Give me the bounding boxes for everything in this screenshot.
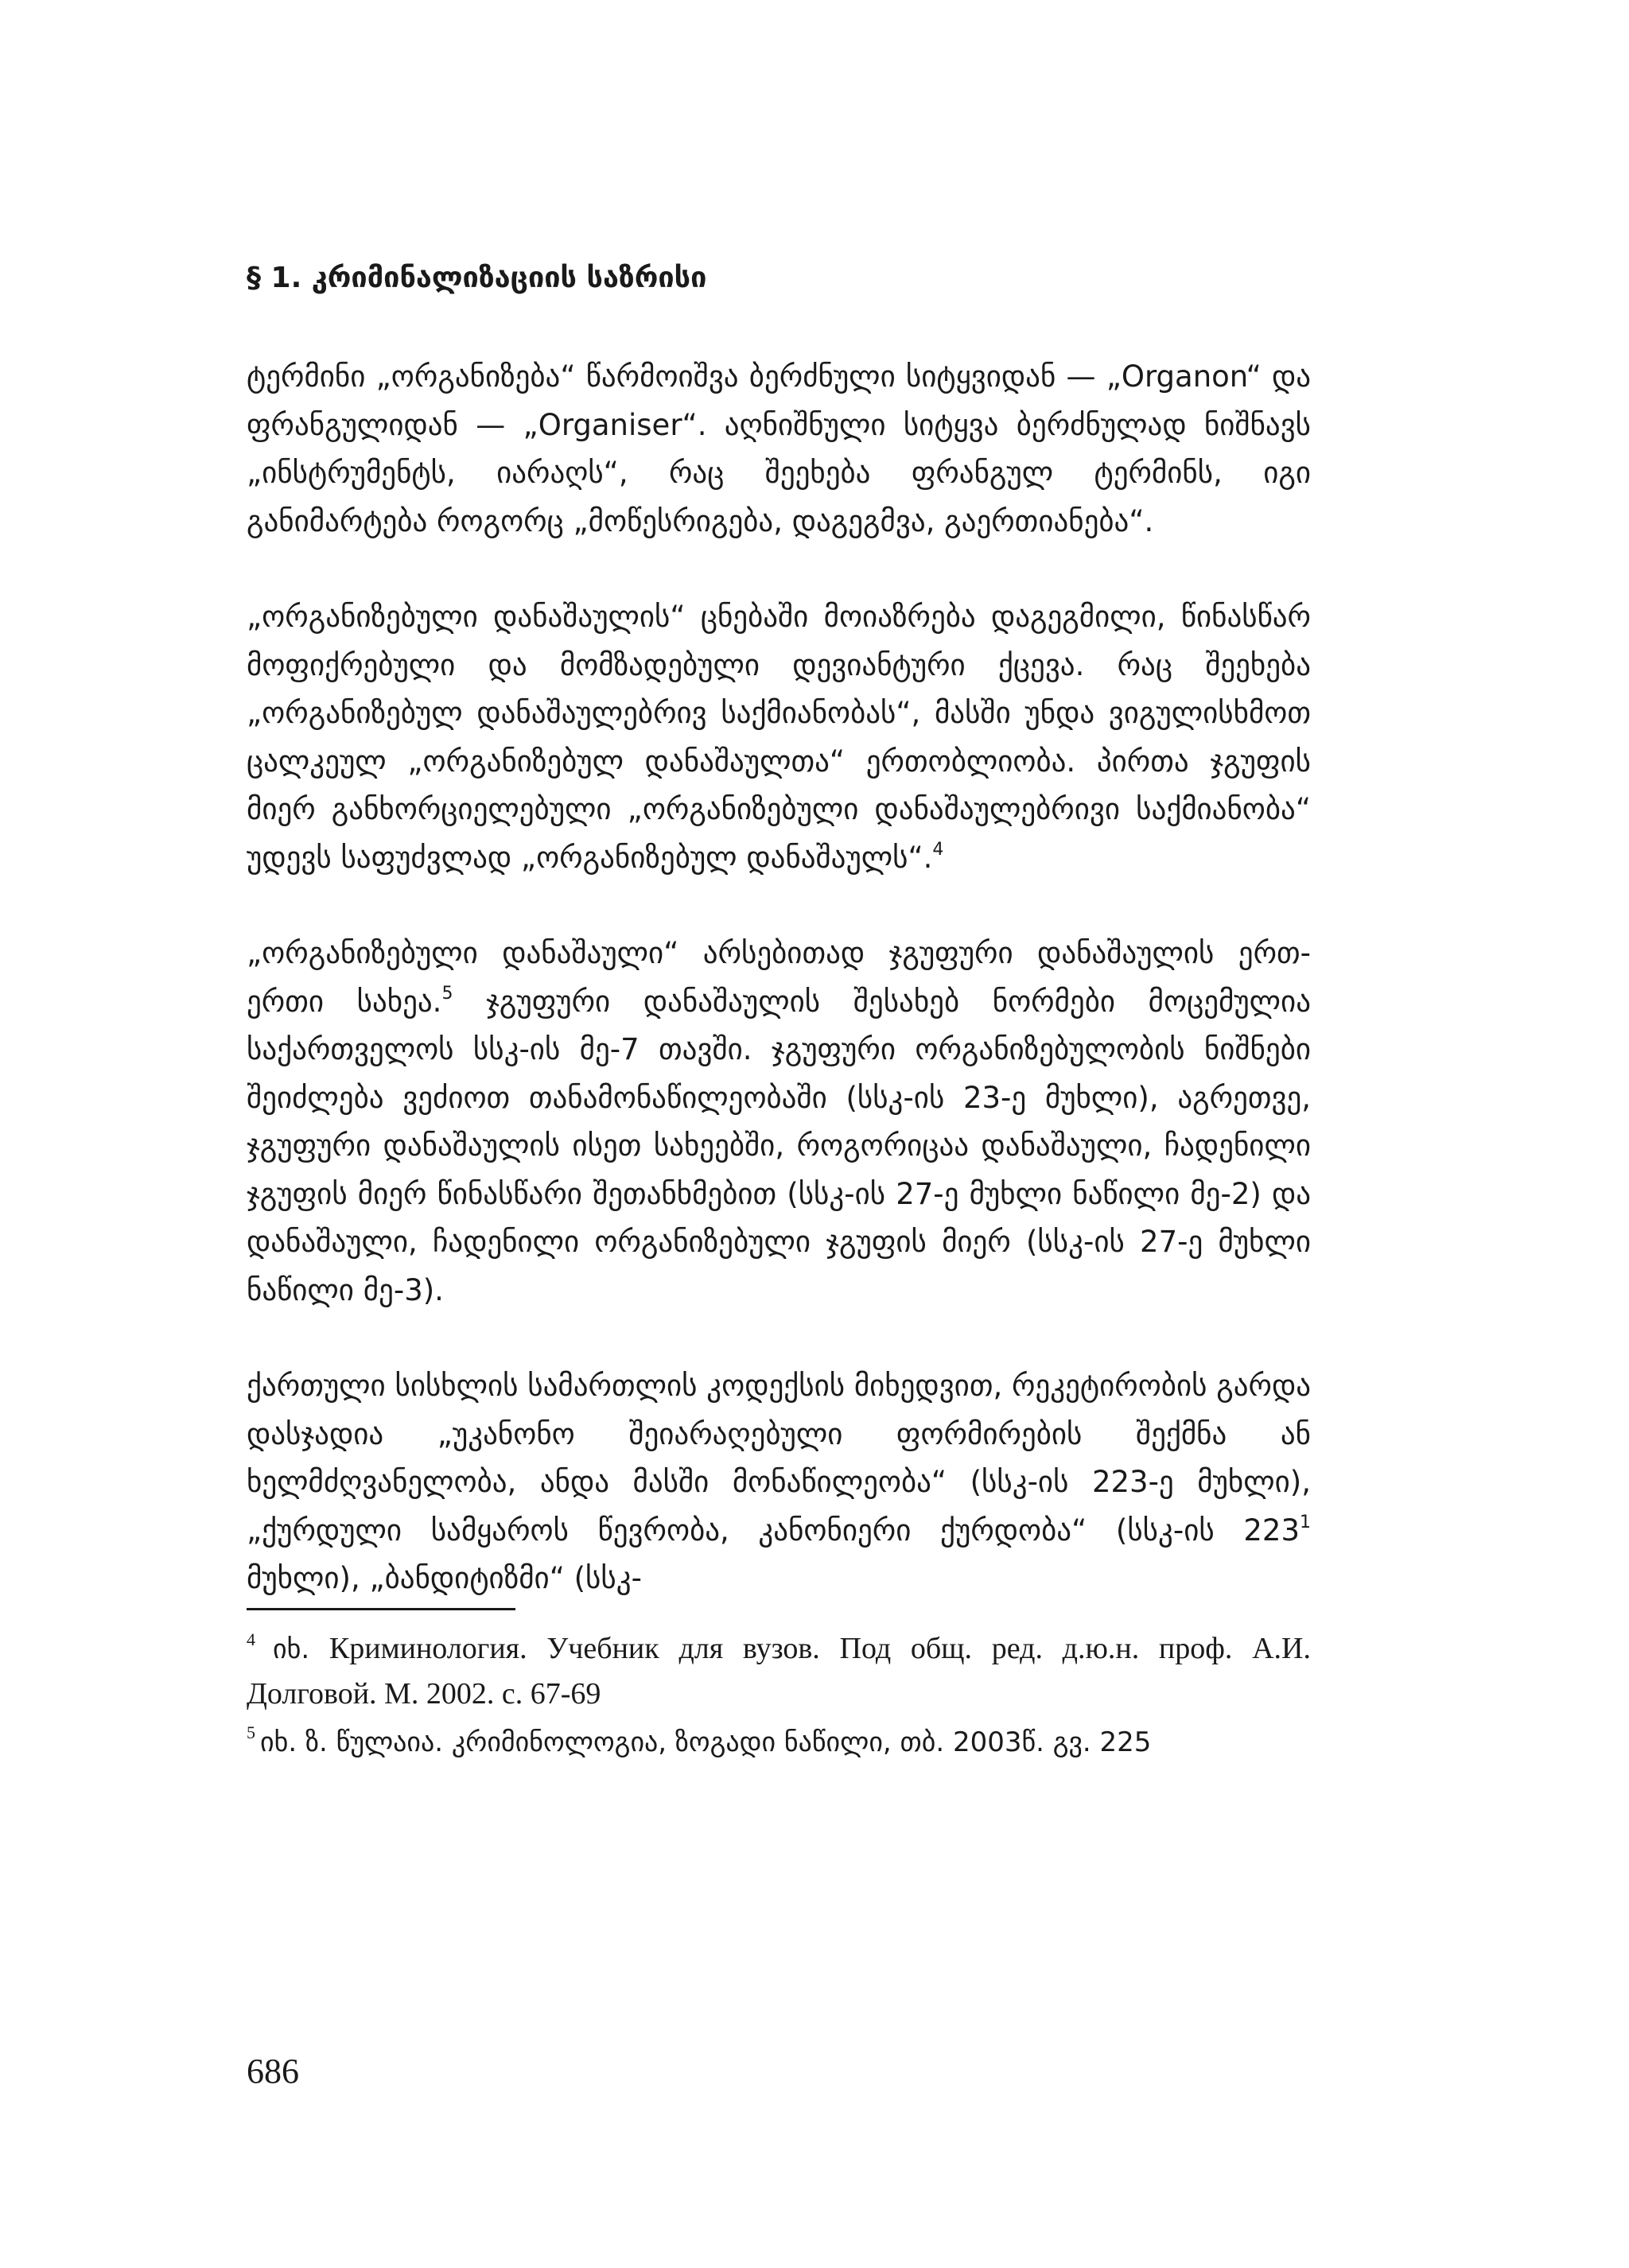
- footnote-4: [247, 1628, 1311, 1715]
- footnote-4-mark: 4: [247, 1629, 255, 1649]
- paragraph-4-text-before: ქართული სისხლის სამართლის კოდექსის მიხედვით, რეკეტირობის გარდა დასჯადია „უკანონო შეიარაღებული ფორმირების შექმნა ან ხელმძღვანელობა, ანდა მასში მონაწილეობა“ (სსკ-ის 223-ე მუხლი), „ქურდული სამყაროს წევრობა, კანონიერი ქურდობა“ (სსკ-ის 223: [247, 1369, 1311, 1548]
- paragraph-1: [247, 353, 1311, 546]
- footnote-5-text: იხ. ზ. წულაია. კრიმინოლოგია, ზოგადი ნაწილი, თბ. 2003წ. გვ. 225: [260, 1726, 1152, 1758]
- paragraph-3-text-after: ჯგუფური დანაშაულის შესახებ ნორმები მოცემულია საქართველოს სსკ-ის მე-7 თავში. ჯგუფური ორგანიზებულობის ნიშნები შეიძლება ვეძიოთ თანამონაწილეობაში (სსკ-ის 23-ე მუხლი), აგრეთვე, ჯგუფური დანაშაულის ისეთ სახეებში, როგორიცაა დანაშაული, ჩადენილი ჯგუფის მიერ წინასწარი შეთანხმებით (სსკ-ის 27-ე მუხლი ნაწილი მე-2) და დანაშაული, ჩადენილი ორგანიზებული ჯგუფის მიერ (სსკ-ის 27-ე მუხლი ნაწილი მე-3).: [247, 984, 1311, 1307]
- paragraph-2: [247, 593, 1311, 882]
- footnote-divider: [247, 1608, 515, 1610]
- footnote-ref-5[interactable]: 5: [441, 984, 453, 1004]
- paragraph-3-text-before: „ორგანიზებული დანაშაული“ არსებითად ჯგუფური დანაშაულის ერთ-ერთი სახეა.: [247, 936, 1311, 1019]
- page-content: [247, 254, 1311, 1766]
- footnote-5-mark: 5: [247, 1722, 255, 1742]
- section-heading: § 1. კრიმინალიზაციის საზრისი: [247, 262, 707, 294]
- footnote-4-text: Криминология. Учебник для вузов. Под общ. ред. д.ю.н. проф. А.И. Долговой. М. 2002. с. 67-69: [247, 1631, 1311, 1711]
- footnote-5: [247, 1721, 1311, 1766]
- footnote-4-prefix: იხ.: [273, 1633, 310, 1665]
- paragraph-2-text: „ორგანიზებული დანაშაულის“ ცნებაში მოიაზრება დაგეგმილი, წინასწარ მოფიქრებული და მომზადებული დევიანტური ქცევა. რაც შეეხება „ორგანიზებულ დანაშაულებრივ საქმიანობას“, მასში უნდა ვიგულისხმოთ ცალკეულ „ორგანიზებულ დანაშაულთა“ ერთობლიობა. პირთა ჯგუფის მიერ განხორციელებული „ორგანიზებული დანაშაულებრივი საქმიანობა“ უდევს საფუძვლად „ორგანიზებულ დანაშაულს“.: [247, 600, 1311, 875]
- article-superscript: 1: [1300, 1513, 1311, 1533]
- page-number: 686: [247, 2052, 299, 2091]
- paragraph-3: [247, 930, 1311, 1315]
- paragraph-4: [247, 1362, 1311, 1603]
- paragraph-1-text: ტერმინი „ორგანიზება“ წარმოიშვა ბერძნული სიტყვიდან — „Organon“ და ფრანგულიდან — „Organiser“. აღნიშნული სიტყვა ბერძნულად ნიშნავს „ინსტრუმენტს, იარაღს“, რაც შეეხება ფრანგულ ტერმინს, იგი განიმარტება როგორც „მოწესრიგება, დაგეგმვა, გაერთიანება“.: [247, 359, 1311, 538]
- footnote-ref-4[interactable]: 4: [932, 840, 944, 860]
- paragraph-4-text-after: მუხლი), „ბანდიტიზმი“ (სსკ-: [247, 1561, 642, 1595]
